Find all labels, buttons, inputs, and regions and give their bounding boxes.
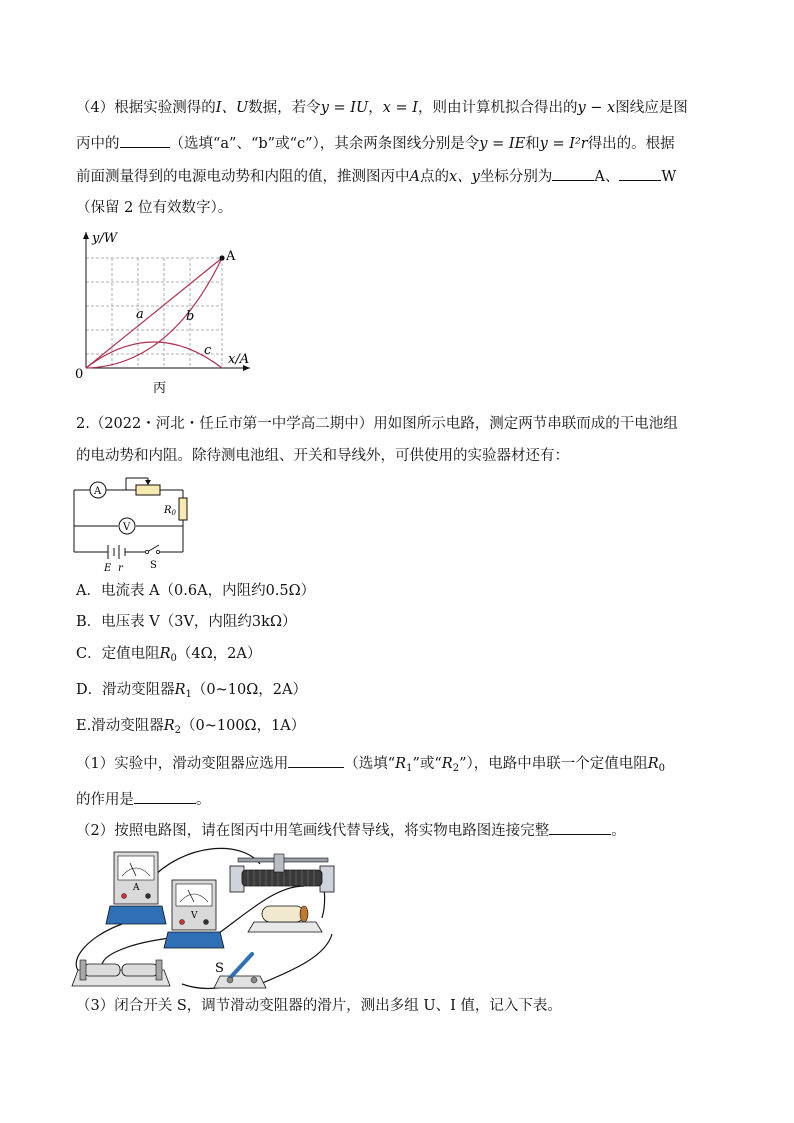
part-2-line: （2）按照电路图，请在图丙中用笔画线代替导线，将实物电路图连接完整 。 — [76, 819, 726, 841]
answer-blank-purpose[interactable] — [134, 788, 196, 804]
y-axis-arrow — [83, 232, 89, 239]
curve-c-label: c — [204, 343, 212, 358]
battery-r-label: r — [118, 563, 123, 574]
point-a-label: A — [226, 249, 236, 264]
x-axis-label: x/A — [228, 352, 250, 367]
option-a: A．电流表 A（0.6A，内阻约0.5Ω） — [76, 583, 316, 599]
answer-blank-y[interactable] — [619, 165, 661, 181]
curve-b-label: b — [186, 309, 195, 324]
q4-line-3: 前面测量得到的电源电动势和内阻的值，推测图丙中A点的x、y坐标分别为 A、 W — [76, 165, 726, 187]
switch-device-label: S — [215, 961, 224, 976]
voltmeter-device — [164, 880, 224, 948]
origin-label: 0 — [75, 367, 84, 382]
battery-e-label: E — [104, 563, 112, 574]
graph-caption: 丙 — [153, 381, 167, 396]
ammeter-device-label: A — [133, 883, 140, 893]
answer-blank-wiring[interactable] — [549, 819, 611, 835]
option-e: E.滑动变阻器$R_2(0\sim 100\Omega$，1A） — [76, 718, 306, 736]
switch-label: S — [150, 560, 157, 571]
answer-blank-rheostat[interactable] — [288, 752, 344, 768]
r0-label: $R_0$ — [164, 505, 176, 517]
apparatus-illustration — [64, 846, 364, 994]
part-3-line: （3）闭合开关 S，调节滑动变阻器的滑片，测出多组 U、I 值，记入下表。 — [76, 998, 562, 1014]
q2-intro-1: 2.（2022・河北・任丘市第一中学高二期中）用如图所示电路，测定两节串联而成的干电池组 — [76, 416, 678, 432]
curve-a-label: a — [136, 307, 144, 322]
part-1-line-2: 的作用是 。 — [76, 788, 726, 810]
q4-line-1: （4）根据实验测得的I、U数据，若令y = IU，x = I，则由计算机拟合得出的y − x图线应是图 — [76, 100, 688, 116]
graph-bing — [70, 226, 270, 398]
part-1-line-1: （1）实验中，滑动变阻器应选用 （选填“$R_1$”或“$R_2$”），电路中串联一个定值电阻$R_0$ — [76, 752, 726, 779]
battery-holder-device — [72, 960, 170, 986]
switch-contact-right — [156, 550, 159, 553]
rheostat-slider-arrow — [145, 480, 151, 485]
option-b: B．电压表 V（3V，内阻约3kΩ） — [76, 614, 297, 630]
q4-line-2: 丙中的 （选填“a”、“b”或“c”），其余两条图线分别是令y = IE和y = I²r得出的。根据 — [76, 132, 726, 154]
y-axis-label: y/W — [92, 231, 118, 246]
ammeter-label: A — [94, 486, 102, 497]
voltmeter-label: V — [123, 522, 131, 533]
ammeter-device — [106, 852, 166, 924]
fixed-resistor-device — [248, 906, 322, 932]
q4-line-4: （保留 2 位有效数字）。 — [76, 200, 233, 216]
switch-contact-left — [145, 550, 148, 553]
curve-a — [86, 258, 222, 368]
option-c: C．定值电阻$R_0(4\Omega$，2A） — [76, 646, 262, 664]
rheostat-symbol — [136, 485, 160, 495]
q2-intro-2: 的电动势和内阻。除待测电池组、开关和导线外，可供使用的实验器材还有： — [76, 448, 569, 464]
rheostat-device — [230, 854, 334, 892]
r0-symbol — [179, 498, 187, 520]
point-a-marker — [219, 255, 224, 260]
voltmeter-device-label: V — [191, 911, 198, 921]
circuit-diagram — [70, 470, 194, 576]
switch-device — [214, 954, 266, 988]
option-d: D．滑动变阻器$R_1(0\sim 10\Omega$，2A） — [76, 682, 307, 700]
answer-blank-x[interactable] — [552, 165, 594, 181]
answer-blank-curve[interactable] — [120, 132, 170, 148]
